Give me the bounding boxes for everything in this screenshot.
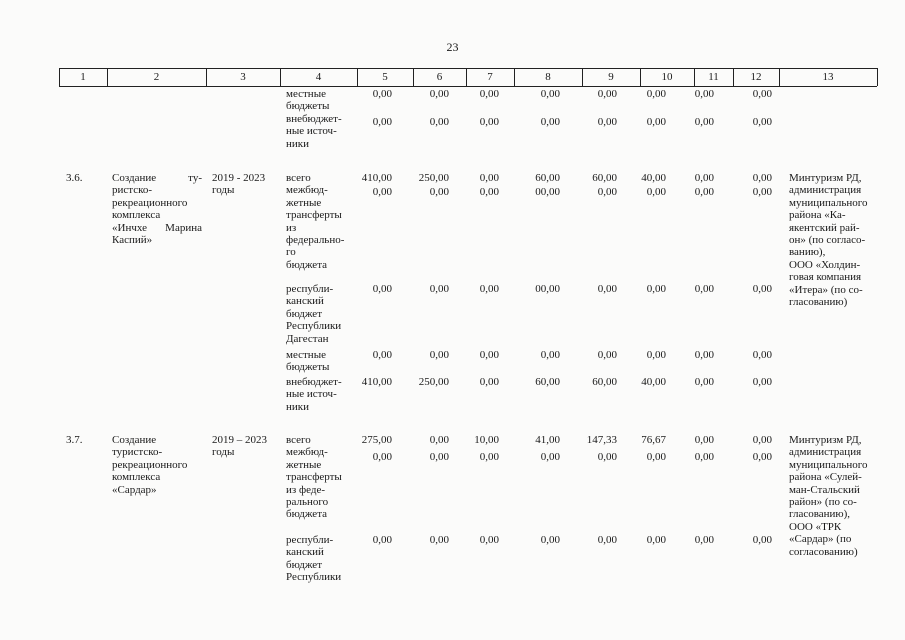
amount-cell: 410,00 xyxy=(361,376,392,388)
amount-cell: 0,00 xyxy=(752,534,772,546)
amount-cell: 60,00 xyxy=(592,376,617,388)
amount-cell: 0,00 xyxy=(752,88,772,100)
amount-cell: 0,00 xyxy=(694,434,714,446)
amount-cell: 0,00 xyxy=(752,349,772,361)
column-header-6: 6 xyxy=(436,71,443,83)
amount-cell: 0,00 xyxy=(372,88,392,100)
amount-cell: 0,00 xyxy=(540,349,560,361)
amount-cell: 0,00 xyxy=(752,376,772,388)
amount-cell: 0,00 xyxy=(597,283,617,295)
column-header-2: 2 xyxy=(153,71,160,83)
amount-cell: 00,00 xyxy=(535,283,560,295)
column-header-4: 4 xyxy=(315,71,322,83)
amount-cell: 0,00 xyxy=(694,172,714,184)
amount-cell: 0,00 xyxy=(429,186,449,198)
amount-cell: 0,00 xyxy=(597,451,617,463)
amount-cell: 0,00 xyxy=(372,349,392,361)
amount-cell: 0,00 xyxy=(694,534,714,546)
amount-cell: 0,00 xyxy=(372,186,392,198)
amount-cell: 0,00 xyxy=(646,116,666,128)
amount-cell: 0,00 xyxy=(479,88,499,100)
column-header-13: 13 xyxy=(822,71,834,83)
column-header-10: 10 xyxy=(661,71,673,83)
amount-cell: 0,00 xyxy=(479,376,499,388)
funding-source-cell: республи- канский бюджет Республики Дагестан xyxy=(286,283,342,345)
amount-cell: 0,00 xyxy=(597,186,617,198)
funding-source-cell: местные бюджеты xyxy=(286,349,330,374)
amount-cell: 0,00 xyxy=(429,434,449,446)
measure-name-cell: Создание ту- ристско- рекреационного комплекса «Инчхе Марина Каспий» xyxy=(112,172,202,247)
amount-cell: 0,00 xyxy=(646,283,666,295)
amount-cell: 0,00 xyxy=(479,116,499,128)
column-header-8: 8 xyxy=(545,71,551,83)
funding-source-cell: местные бюджеты внебюджет- ные источ- ники xyxy=(286,88,342,150)
amount-cell: 0,00 xyxy=(429,116,449,128)
amount-cell: 0,00 xyxy=(694,376,714,388)
amount-cell: 0,00 xyxy=(479,172,499,184)
amount-cell: 10,00 xyxy=(474,434,499,446)
amount-cell: 0,00 xyxy=(694,283,714,295)
amount-cell: 0,00 xyxy=(646,451,666,463)
amount-cell: 0,00 xyxy=(597,88,617,100)
amount-cell: 40,00 xyxy=(641,172,666,184)
amount-cell: 00,00 xyxy=(535,186,560,198)
column-header-1: 1 xyxy=(80,71,86,83)
period-cell: 2019 - 2023 годы xyxy=(212,172,266,197)
amount-cell: 0,00 xyxy=(372,451,392,463)
amount-cell: 0,00 xyxy=(479,186,499,198)
amount-cell: 0,00 xyxy=(429,349,449,361)
measure-name-cell: Создание туристско- рекреационного комплекса «Сардар» xyxy=(112,434,188,496)
amount-cell: 0,00 xyxy=(429,283,449,295)
column-header-5: 5 xyxy=(382,71,388,83)
amount-cell: 0,00 xyxy=(694,186,714,198)
amount-cell: 41,00 xyxy=(535,434,560,446)
column-header-9: 9 xyxy=(608,71,614,83)
column-divider xyxy=(877,68,878,86)
amount-cell: 0,00 xyxy=(429,534,449,546)
amount-cell: 0,00 xyxy=(540,116,560,128)
amount-cell: 0,00 xyxy=(752,283,772,295)
amount-cell: 60,00 xyxy=(592,172,617,184)
amount-cell: 0,00 xyxy=(646,534,666,546)
column-header-3: 3 xyxy=(240,71,246,83)
amount-cell: 0,00 xyxy=(479,534,499,546)
amount-cell: 0,00 xyxy=(479,451,499,463)
amount-cell: 0,00 xyxy=(372,116,392,128)
page-number: 23 xyxy=(446,40,459,54)
amount-cell: 0,00 xyxy=(429,88,449,100)
amount-cell: 250,00 xyxy=(418,172,449,184)
amount-cell: 0,00 xyxy=(479,283,499,295)
row-number: 3.7. xyxy=(66,434,83,446)
amount-cell: 0,00 xyxy=(479,349,499,361)
amount-cell: 0,00 xyxy=(694,451,714,463)
column-header-11: 11 xyxy=(708,71,719,83)
amount-cell: 0,00 xyxy=(694,116,714,128)
amount-cell: 0,00 xyxy=(752,434,772,446)
amount-cell: 0,00 xyxy=(694,88,714,100)
amount-cell: 147,33 xyxy=(586,434,617,446)
column-header-7: 7 xyxy=(487,71,493,83)
executor-cell: Минтуризм РД, администрация муниципального района «Ка- якентский рай- он» (по согласо- ванию), ООО «Холдин- говая компания «Итера» (по со- гласованию) xyxy=(789,172,868,309)
amount-cell: 0,00 xyxy=(694,349,714,361)
amount-cell: 0,00 xyxy=(597,534,617,546)
amount-cell: 0,00 xyxy=(372,534,392,546)
funding-source-cell: республи- канский бюджет Республики xyxy=(286,534,342,584)
amount-cell: 0,00 xyxy=(646,186,666,198)
amount-cell: 0,00 xyxy=(646,88,666,100)
amount-cell: 0,00 xyxy=(646,349,666,361)
amount-cell: 0,00 xyxy=(429,451,449,463)
amount-cell: 0,00 xyxy=(540,88,560,100)
funding-source-cell: всего межбюд- жетные трансферты из федерально- го бюджета xyxy=(286,172,345,271)
amount-cell: 410,00 xyxy=(361,172,392,184)
amount-cell: 250,00 xyxy=(418,376,449,388)
funding-source-cell: внебюджет- ные источ- ники xyxy=(286,376,342,413)
amount-cell: 275,00 xyxy=(361,434,392,446)
amount-cell: 0,00 xyxy=(597,116,617,128)
amount-cell: 40,00 xyxy=(641,376,666,388)
amount-cell: 0,00 xyxy=(752,186,772,198)
amount-cell: 0,00 xyxy=(752,451,772,463)
funding-source-cell: всего межбюд- жетные трансферты из феде- рального бюджета xyxy=(286,434,342,521)
executor-cell: Минтуризм РД, администрация муниципального района «Сулей- ман-Стальский район» (по со- гласованию), ООО «ТРК «Сардар» (по согласованию) xyxy=(789,434,868,558)
amount-cell: 0,00 xyxy=(752,116,772,128)
amount-cell: 0,00 xyxy=(540,451,560,463)
header-bottom-border xyxy=(59,86,877,87)
amount-cell: 0,00 xyxy=(597,349,617,361)
amount-cell: 0,00 xyxy=(752,172,772,184)
amount-cell: 60,00 xyxy=(535,172,560,184)
amount-cell: 60,00 xyxy=(535,376,560,388)
amount-cell: 0,00 xyxy=(372,283,392,295)
period-cell: 2019 – 2023 годы xyxy=(212,434,267,459)
amount-cell: 0,00 xyxy=(540,534,560,546)
row-number: 3.6. xyxy=(66,172,83,184)
column-header-12: 12 xyxy=(750,71,762,83)
amount-cell: 76,67 xyxy=(641,434,666,446)
